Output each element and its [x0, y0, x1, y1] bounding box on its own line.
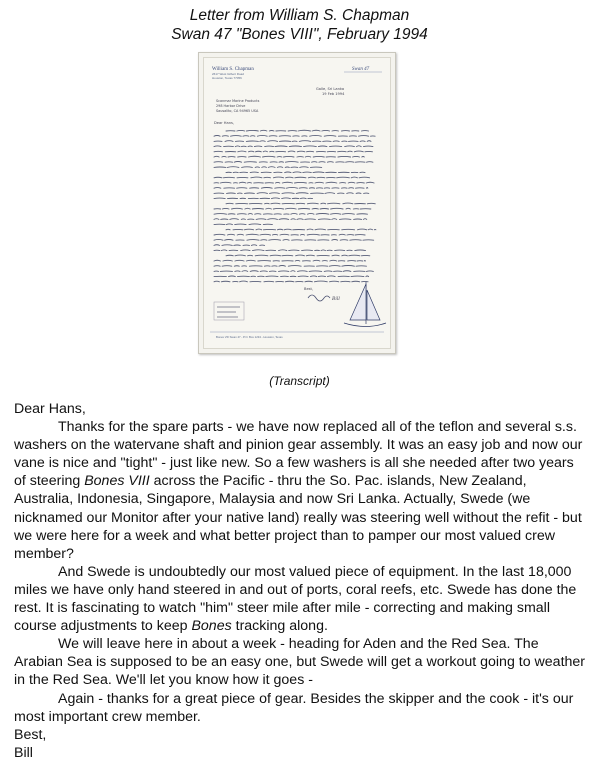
- scan-handwriting-line: [214, 141, 371, 142]
- scan-handwriting-lines: [214, 130, 376, 282]
- scan-handwriting-line: [214, 224, 272, 225]
- scan-handwriting-line: [214, 208, 371, 209]
- scan-letterhead-title: Swan 47: [352, 67, 370, 72]
- scan-handwriting-line: [226, 229, 376, 230]
- scan-handwriting-line: [214, 271, 373, 272]
- letter-paragraph-3: We will leave here in about a week - heading for Aden and the Red Sea. The Arabian Sea is supposed to be an easy one, but Swede will get a workout going to weather in the Red Sea. We'll let you know how it goes -: [14, 636, 586, 689]
- scan-recipient-line: Scanmar Marine Products: [216, 99, 260, 103]
- scan-handwriting-line: [214, 198, 313, 199]
- scan-letterhead-address-1: 2617 West Gilbert Road: [212, 72, 244, 76]
- scan-recipient-block: [216, 99, 260, 113]
- scan-salutation: Dear Hans,: [214, 121, 234, 125]
- sailboat-logo-icon: [344, 282, 386, 327]
- scanned-letter-image: [198, 52, 396, 354]
- letter-signature: Bill: [14, 744, 33, 761]
- scan-letterhead-address-2: Houston, Texas 77056: [212, 76, 242, 80]
- scan-handwriting-line: [214, 266, 367, 267]
- scan-handwriting-line: [226, 172, 365, 173]
- transcript-caption: (Transcript): [269, 374, 330, 388]
- scanned-letter-drawing: [204, 58, 390, 348]
- scan-handwriting-line: [214, 162, 373, 163]
- scan-recipient-line: Sausalito, CA 94965 USA: [216, 109, 259, 113]
- letter-paragraph-1: Thanks for the spare parts - we have now replaced all of the teflon and several s.s. washers on the watervane shaft and pinion gear assembly. It was an easy job and now our vane is nice and "tight" - just like new. So a few washers is all she needed after two years of steering Bones VIII across the Pacific - thru the So. Pac. islands, New Zealand, Australia, Indonesia, Singapore, Malaysia and now Sri Lanka. Actually, Swede (we nicknamed our Monitor after your native land) really was steering well without the refit - but we were here for a week and what better project than to pamper our most valued crew member?: [14, 419, 583, 562]
- scan-handwriting-line: [214, 281, 368, 282]
- scan-handwriting-line: [214, 146, 373, 147]
- scan-handwriting-line: [214, 219, 367, 220]
- scan-handwriting-line: [214, 245, 265, 246]
- scan-letterhead-name: William S. Chapman: [212, 67, 254, 72]
- scan-handwriting-line: [214, 260, 366, 261]
- scan-handwriting-line: [214, 234, 365, 235]
- scanned-letter-paper: [203, 57, 391, 349]
- scan-date: 19 Feb 1994: [322, 92, 345, 96]
- heading-line-2: Swan 47 "Bones VIII", February 1994: [171, 26, 428, 43]
- letter-salutation: Dear Hans,: [14, 401, 86, 417]
- scan-handwriting-line: [214, 187, 368, 188]
- letter-transcript: [14, 400, 588, 762]
- scan-handwriting-line: [214, 239, 374, 240]
- scan-handwriting-line: [214, 182, 374, 183]
- heading-line-1: Letter from William S. Chapman: [189, 7, 410, 24]
- scan-place: Galle, Sri Lanka: [316, 87, 345, 91]
- letter-closing: Best,: [14, 726, 47, 743]
- scan-handwriting-line: [214, 177, 370, 178]
- scan-handwriting-line: [214, 213, 368, 214]
- scan-handwriting-line: [214, 151, 373, 152]
- scan-handwriting-line: [226, 130, 369, 131]
- scan-handwriting-line: [214, 135, 375, 136]
- scan-signature-mark: [308, 295, 330, 301]
- scan-handwriting-line: [214, 250, 366, 251]
- scan-handwriting-line: [214, 167, 322, 168]
- scan-signature: Bill: [332, 297, 340, 302]
- letter-paragraph-2: And Swede is undoubtedly our most valued piece of equipment. In the last 18,000 miles we have only hand steered in and out of ports, coral reefs, etc. Swede has done the rest. It is fascinating to watch "him" steer mile after mile - correcting and making small course adjustments to keep Bones tracking along.: [14, 563, 577, 635]
- page-heading: [0, 6, 599, 44]
- scan-handwriting-line: [226, 203, 375, 204]
- scan-handwriting-line: [214, 276, 369, 277]
- scan-handwriting-line: [214, 156, 364, 157]
- scan-footer: Bones VIII Swan 47 - P.O. Box 1234 - Houston, Texas: [216, 335, 283, 339]
- scan-handwriting-line: [226, 255, 370, 256]
- scan-recipient-line: 298 Harbor Drive: [216, 104, 246, 108]
- scan-handwriting-line: [214, 193, 369, 194]
- letter-paragraph-4: Again - thanks for a great piece of gear. Besides the skipper and the cook - it's our most important crew member.: [14, 690, 574, 725]
- scan-signoff: Best,: [304, 287, 314, 291]
